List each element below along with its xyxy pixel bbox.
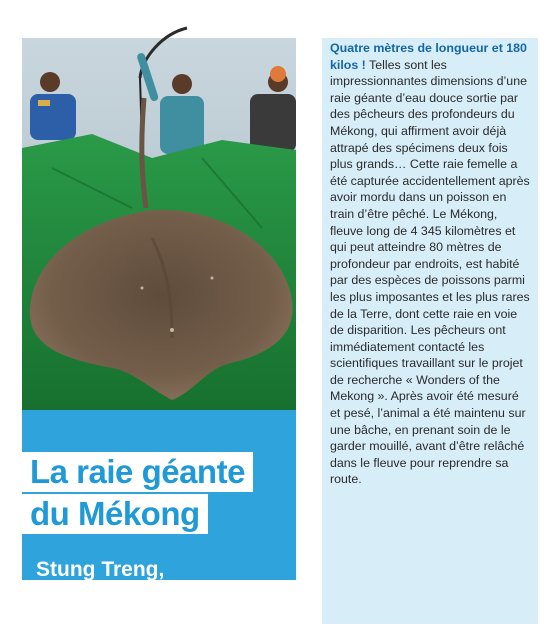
article-lead: Quatre mètres de longueur et 180 kilos ! [330,41,527,72]
headline-line-2: du Mékong [22,494,208,534]
location-line-2: Cambodge [36,586,145,609]
location-line-1: Stung Treng, [36,558,165,581]
article-sidebar [322,38,538,624]
giant-stingray-photo [22,38,296,410]
location-caption [36,556,164,612]
article-text [330,40,530,488]
headline-line-1: La raie géante [22,452,253,492]
article-body: Telles sont les impressionnantes dimensions d’une raie géante d’eau douce sortie par des pêcheurs des profondeurs du Mékong, qui affirment avoir déjà attrapé des spécimens deux fois plus grands… Cette raie femelle a été capturée accidentellement après avoir mordu dans un poisson en train d’être pêché. Le Mékong, fleuve long de 4 345 kilomètres et qui peut atteindre 80 mètres de profondeur par endroits, est habité par des espèces de poissons parmi les plus imposantes et les plus rares de la Terre, dont cette raie en voie de disparition. Les pêcheurs ont immédiatement contacté les scientifiques travaillant sur le projet de recherche « Wonders of the Mekong ». Après avoir été mesuré et pesé, l’animal a été maintenu sur une bâche, en prenant soin de le garder mouillé, avant d’être relâché dans le fleuve pour reprendre sa route. [330,57,530,487]
feature-panel [22,38,296,609]
